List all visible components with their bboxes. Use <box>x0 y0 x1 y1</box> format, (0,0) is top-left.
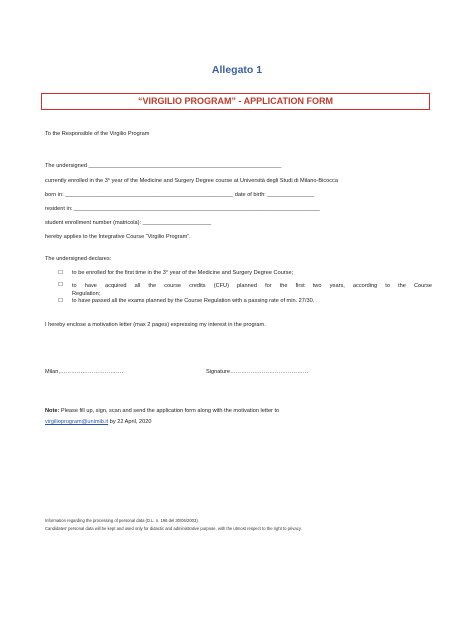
note-line <box>45 408 279 414</box>
email-link[interactable]: virgilioprogram@unimib.it <box>45 419 109 425</box>
declaration-text-cont: Regulation; <box>72 291 101 297</box>
birth-field[interactable]: born in: ______________________________________________________ date of birth: _______________ <box>45 192 315 198</box>
residence-field[interactable]: resident in: _______________________________________________________________________________ <box>45 206 320 212</box>
declaration-text: to have acquired all the course credits (CFU) planned for the first two years, according to the Course <box>72 283 432 289</box>
declaration-item <box>58 270 294 276</box>
place-field[interactable]: Milan,……………………………. <box>45 369 124 375</box>
enrolled-line: currently enrolled in the 3° year of the Medicine and Surgery Degree course at Università degli Studi di Milano-Bicocca <box>45 178 338 184</box>
motivation-line: I hereby enclose a motivation letter (max 2 pages) expressing my interest in the program. <box>45 322 266 328</box>
email-line <box>45 419 151 425</box>
privacy-footer-text: Candidates' personal data will be kept and used only for didactic and administrative purpose, with the utmost respect to the right to privacy. <box>45 526 302 531</box>
matricola-field[interactable]: student enrollment number (matricola): ______________________ <box>45 220 212 226</box>
declaration-item <box>58 298 315 304</box>
form-title: “VIRGILIO PROGRAM” - APPLICATION FORM <box>41 93 430 110</box>
applies-line: hereby applies to the Integrative Course “Virgilio Program”. <box>45 234 191 240</box>
annex-heading: Allegato 1 <box>211 64 263 76</box>
note-text: Please fill up, sign, scan and send the application form along with the motivation letter to <box>59 408 280 414</box>
note-label: Note: <box>45 408 60 414</box>
deadline-text: by 22 April, 2020 <box>108 419 152 425</box>
checkbox-icon[interactable]: ☐ <box>58 298 64 304</box>
undersigned-field[interactable]: The undersigned ______________________________________________________________ <box>45 163 282 169</box>
addressee: To the Responsible of the Virgilio Program <box>45 131 150 137</box>
declaration-text: to be enrolled for the first time in the 3° year of the Medicine and Surgery Degree Course; <box>72 270 294 276</box>
declares-heading: The undersigned declares: <box>45 256 112 262</box>
checkbox-icon[interactable]: ☐ <box>58 282 64 288</box>
checkbox-icon[interactable]: ☐ <box>58 270 64 276</box>
declaration-text: to have passed all the exams planned by the Course Regulation with a passing rate of min. 27/30. <box>72 298 315 304</box>
signature-field[interactable]: Signature…………………………………… <box>206 369 309 375</box>
privacy-footer-title: Information regarding the processing of personal data (D.L. n. 196 del 30/06/2003). <box>45 518 199 523</box>
